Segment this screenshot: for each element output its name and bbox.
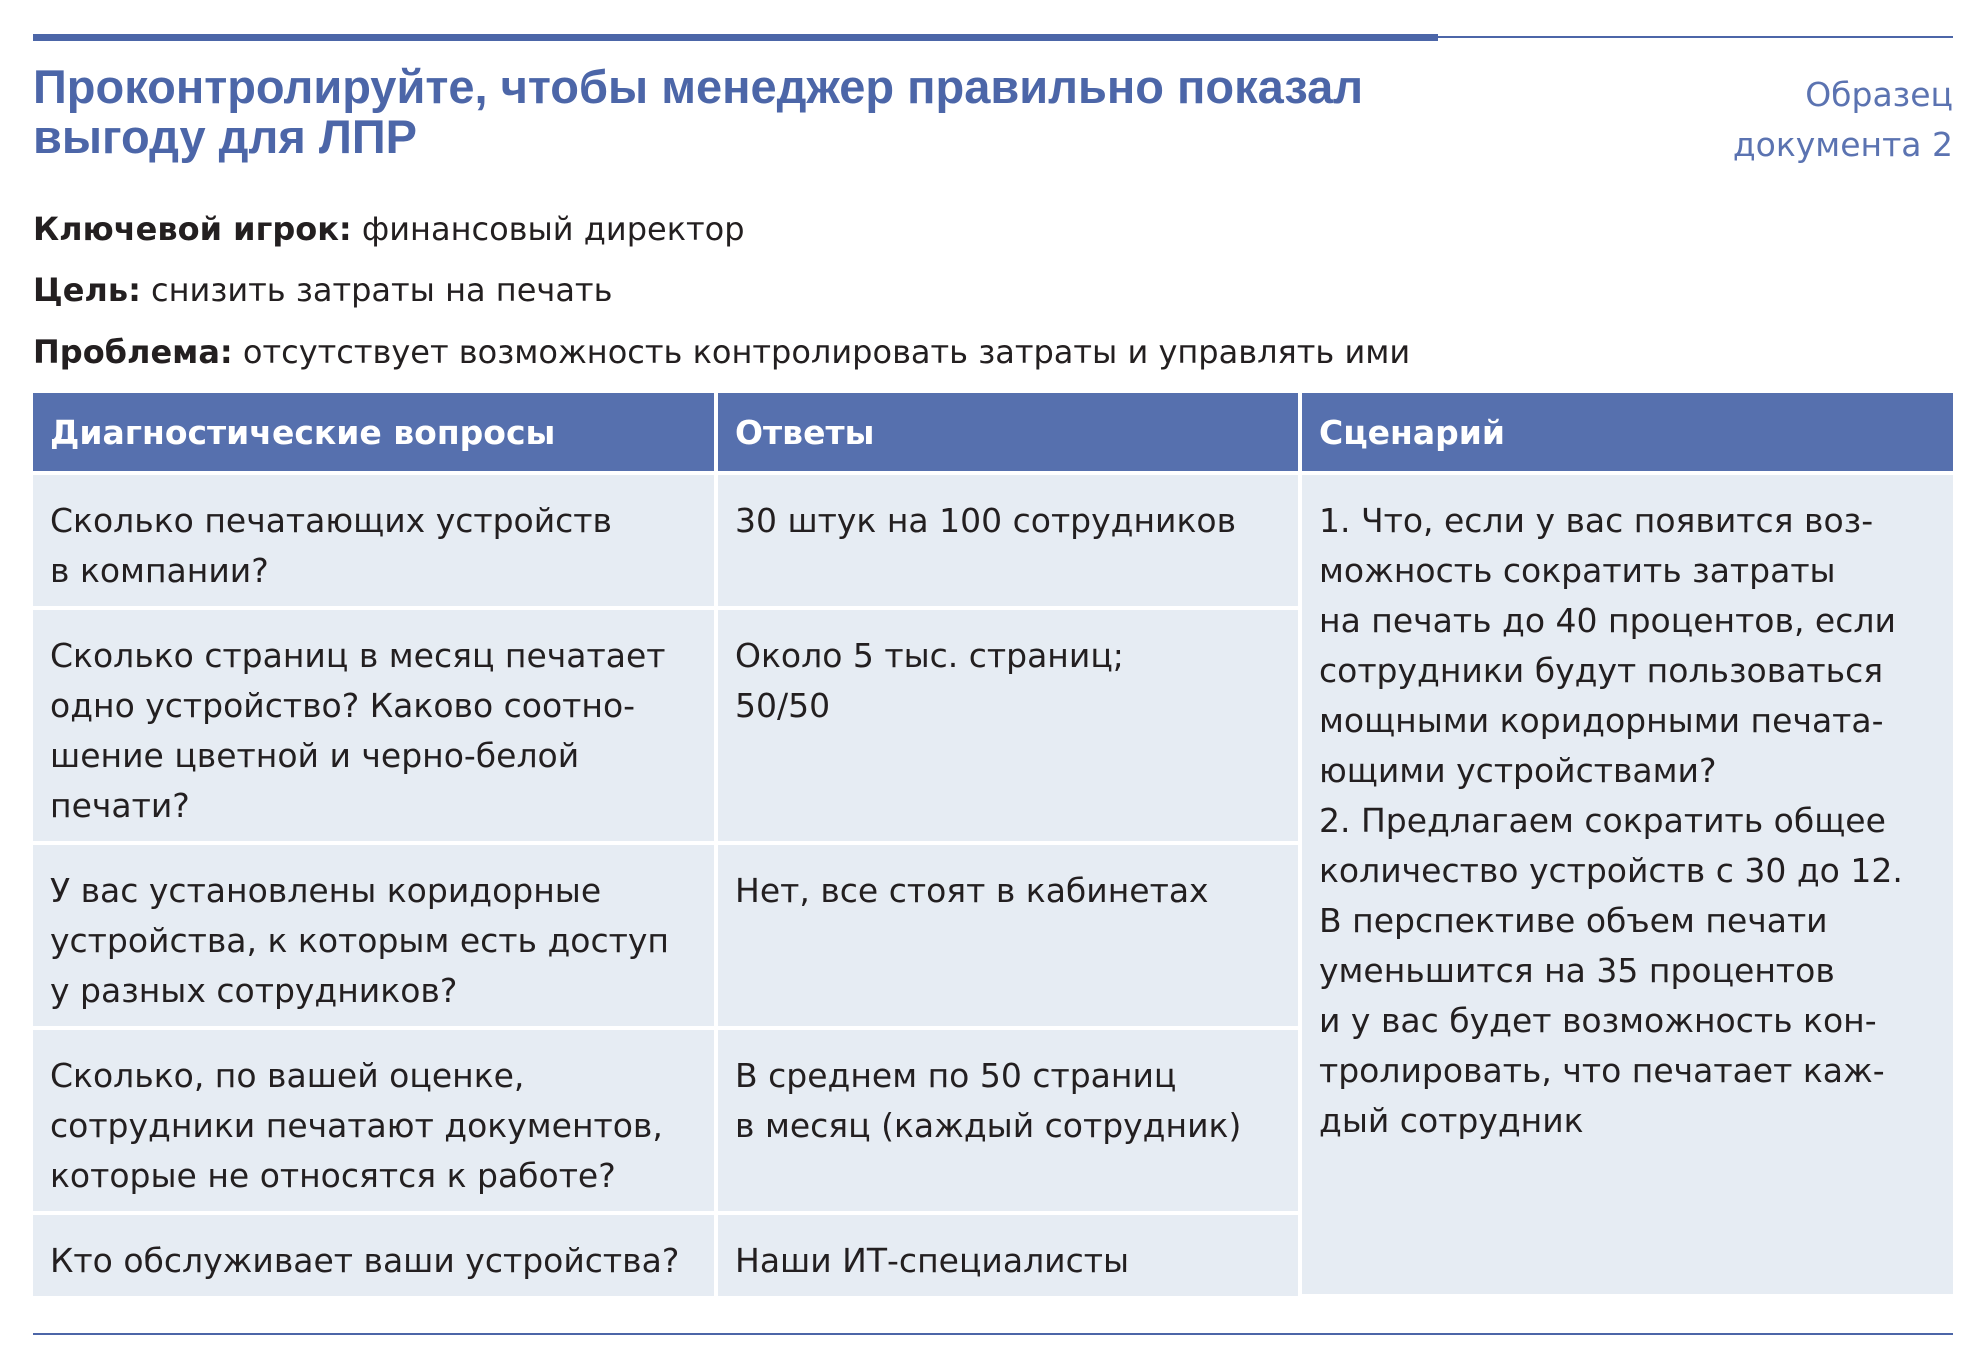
top-rule [33, 34, 1438, 41]
scenario-cell: 1. Что, если у вас появится воз- можность сократить затраты на печать до 40 процентов, если сотрудники будут пользоваться мощными коридорными печата- ющими устройствами? 2. Предлагаем сократить общее количество устройств с 30 до 12. В перспективе объем печати уменьшится на 35 процентов и у вас будет возможность кон- тролировать, что печатает каж- дый сотрудник [1300, 473, 1953, 1296]
diagnostic-table [33, 393, 1953, 1298]
question-cell: Кто обслуживает ваши устройства? [33, 1213, 716, 1296]
answer-cell: Нет, все стоят в кабинетах [716, 843, 1300, 1028]
question-cell: Сколько, по вашей оценке, сотрудники печатают документов, которые не относятся к работе? [33, 1028, 716, 1213]
header-questions: Диагностические вопросы [33, 393, 716, 473]
key-player-line [33, 209, 745, 249]
header-answers: Ответы [716, 393, 1300, 473]
question-cell: Сколько страниц в месяц печатает одно устройство? Каково соотно- шение цветной и черно-белой печати? [33, 608, 716, 843]
goal-value: снизить затраты на печать [151, 271, 613, 309]
question-cell: У вас установлены коридорные устройства, к которым есть доступ у разных сотрудников? [33, 843, 716, 1028]
problem-value: отсутствует возможность контролировать затраты и управлять ими [242, 333, 1411, 371]
table-row [33, 473, 1953, 608]
goal-line [33, 270, 612, 310]
table-header-row [33, 393, 1953, 473]
top-rule-thin [1438, 36, 1953, 38]
header-scenario: Сценарий [1300, 393, 1953, 473]
problem-line [33, 332, 1410, 372]
document-sample-label: Образец документа 2 [1732, 75, 1953, 164]
page-title: Проконтролируйте, чтобы менеджер правильно показал выгоду для ЛПР [33, 60, 1364, 163]
goal-label: Цель: [33, 271, 141, 309]
question-cell: Сколько печатающих устройств в компании? [33, 473, 716, 608]
problem-label: Проблема: [33, 333, 233, 371]
bottom-rule [33, 1333, 1953, 1335]
answer-cell: Наши ИТ-специалисты [716, 1213, 1300, 1296]
key-player-label: Ключевой игрок: [33, 210, 352, 248]
answer-cell: В среднем по 50 страниц в месяц (каждый сотрудник) [716, 1028, 1300, 1213]
answer-cell: Около 5 тыс. страниц; 50/50 [716, 608, 1300, 843]
key-player-value: финансовый директор [361, 210, 745, 248]
answer-cell: 30 штук на 100 сотрудников [716, 473, 1300, 608]
